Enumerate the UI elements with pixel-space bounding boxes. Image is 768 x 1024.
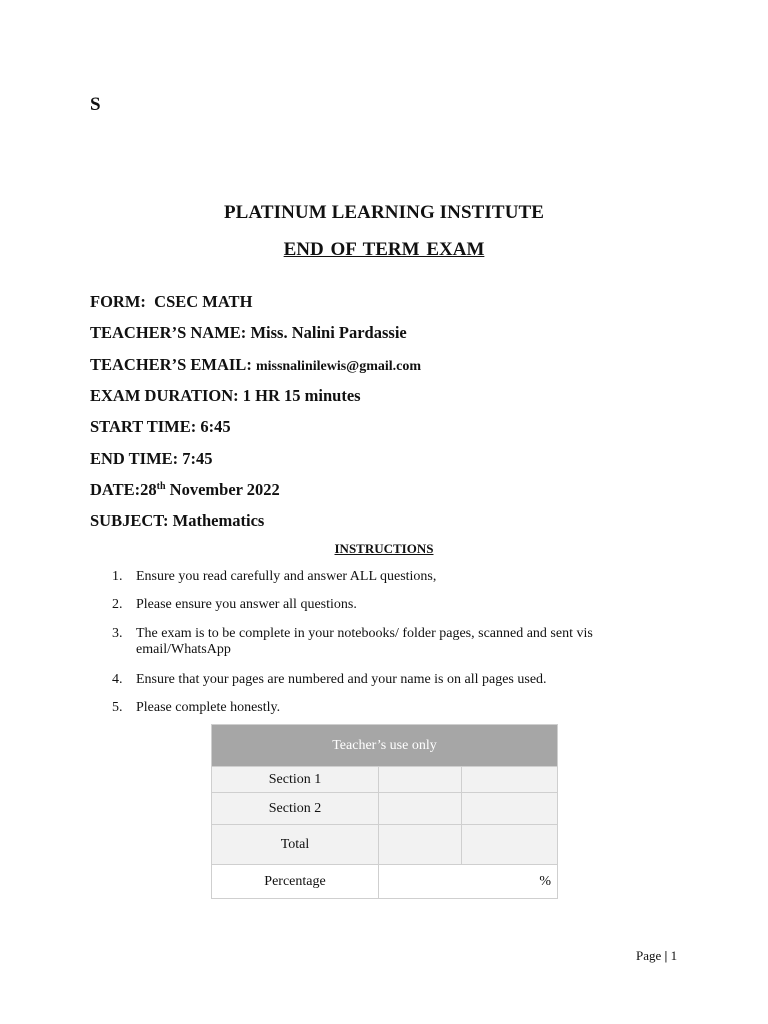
- score-cell: [462, 825, 558, 865]
- date-rest: November 2022: [169, 480, 280, 499]
- row-label-section-1: Section 1: [212, 767, 379, 793]
- subject-value: Mathematics: [172, 511, 265, 530]
- start-value: 6:45: [200, 417, 231, 436]
- instruction-text: Please complete honestly.: [136, 700, 281, 715]
- info-email: [90, 355, 421, 375]
- teacher-use-table: [211, 724, 558, 899]
- exam-title: END OF TERM EXAM: [283, 239, 485, 260]
- form-label: FORM:: [90, 292, 146, 311]
- row-label-section-2: Section 2: [212, 793, 379, 825]
- email-label: TEACHER’S EMAIL:: [90, 355, 252, 374]
- row-label-total: Total: [212, 825, 379, 865]
- subject-label: SUBJECT:: [90, 511, 169, 530]
- date-day: 28: [140, 480, 157, 499]
- instruction-text: Please ensure you answer all questions.: [136, 597, 357, 612]
- table-row-section-2: [212, 793, 558, 825]
- instruction-number: 3.: [112, 626, 123, 641]
- instruction-number: 2.: [112, 597, 123, 612]
- percentage-symbol: %: [379, 865, 558, 899]
- date-label: DATE:: [90, 480, 141, 499]
- table-row-percentage: [212, 865, 558, 899]
- end-value: 7:45: [182, 449, 213, 468]
- table-row-section-1: [212, 767, 558, 793]
- score-cell: [379, 825, 462, 865]
- info-date: [90, 480, 280, 500]
- instruction-text: Ensure you read carefully and answer ALL questions,: [136, 569, 437, 584]
- score-cell: [462, 767, 558, 793]
- date-suffix: th: [156, 481, 166, 492]
- info-start-time: [90, 417, 231, 437]
- instruction-text: Ensure that your pages are numbered and your name is on all pages used.: [136, 672, 547, 687]
- instruction-number: 1.: [112, 569, 123, 584]
- duration-value: 1 HR 15 minutes: [242, 386, 361, 405]
- instruction-number: 4.: [112, 672, 123, 687]
- page-footer: [636, 948, 677, 964]
- info-teacher: [90, 323, 407, 343]
- info-duration: [90, 386, 361, 406]
- info-form: [90, 292, 252, 312]
- table-row-total: [212, 825, 558, 865]
- instruction-text: The exam is to be complete in your notebooks/ folder pages, scanned and sent vis email/WhatsApp: [136, 626, 593, 657]
- duration-label: EXAM DURATION:: [90, 386, 239, 405]
- teacher-use-title: Teacher’s use only: [212, 725, 558, 767]
- start-label: START TIME:: [90, 417, 197, 436]
- info-end-time: [90, 449, 213, 469]
- page-label: Page: [636, 948, 662, 963]
- end-label: END TIME:: [90, 449, 179, 468]
- page-number: 1: [670, 948, 678, 963]
- email-value: missnalinilewis@gmail.com: [255, 359, 422, 374]
- score-cell: [379, 793, 462, 825]
- teacher-label: TEACHER’S NAME:: [90, 323, 247, 342]
- institute-name: PLATINUM LEARNING INSTITUTE: [223, 202, 545, 223]
- row-label-percentage: Percentage: [212, 865, 379, 899]
- score-cell: [462, 793, 558, 825]
- form-value: CSEC MATH: [154, 292, 253, 311]
- instruction-number: 5.: [112, 700, 123, 715]
- score-cell: [379, 767, 462, 793]
- teacher-use-header-row: [212, 725, 558, 767]
- corner-mark: S: [90, 94, 101, 115]
- instructions-heading: INSTRUCTIONS: [334, 541, 434, 556]
- teacher-value: Miss. Nalini Pardassie: [250, 323, 407, 342]
- page-separator: |: [664, 948, 668, 963]
- info-subject: [90, 511, 264, 531]
